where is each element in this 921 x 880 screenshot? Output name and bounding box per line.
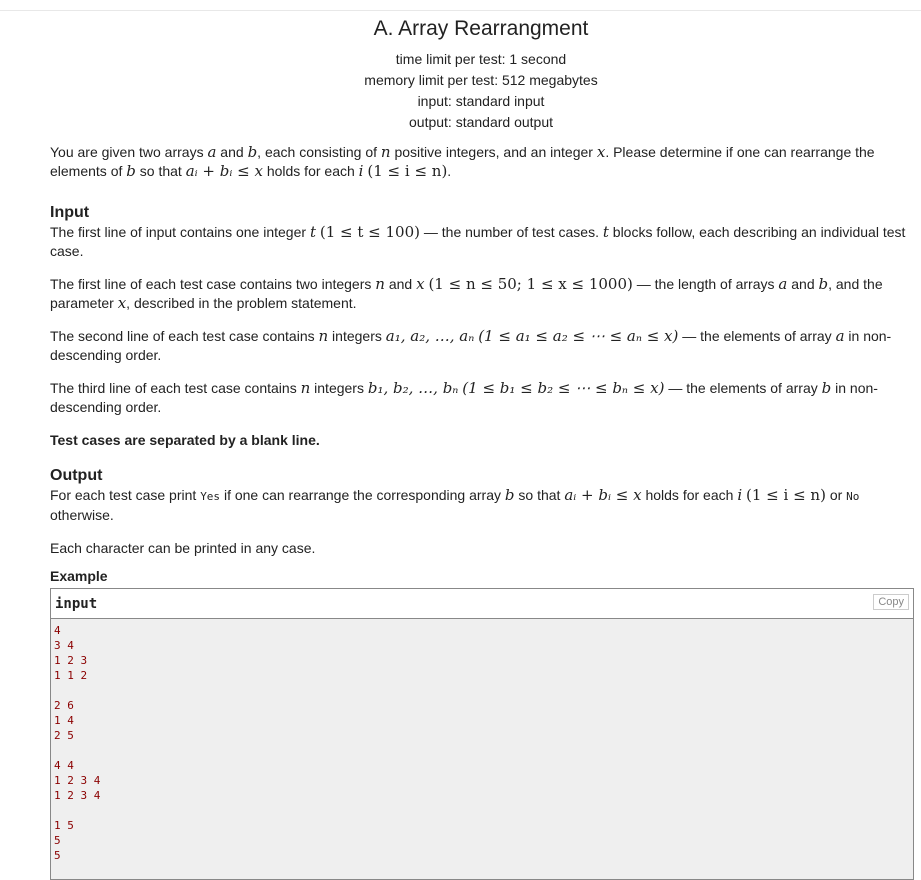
example-input-content[interactable] — [51, 619, 913, 879]
math: aᵢ + bᵢ ≤ x — [564, 486, 642, 504]
output-paragraph-2: Each character can be printed in any case. — [50, 540, 316, 556]
text: . Please determine if one can rearrange the elements of — [50, 144, 875, 179]
blank-line-note: Test cases are separated by a blank line. — [50, 432, 320, 448]
text: or — [825, 487, 847, 503]
text: positive integers, and an integer — [390, 144, 597, 160]
input-paragraph-1 — [50, 223, 915, 261]
text: — the elements of array — [664, 380, 822, 396]
math: b — [818, 275, 829, 293]
output-heading: Output — [50, 467, 103, 484]
math: x — [416, 275, 425, 293]
text: You are given two arrays — [50, 144, 208, 160]
input-line: 1 2 3 4 — [54, 789, 101, 802]
text: in non-descending order. — [50, 380, 878, 415]
math: n — [300, 379, 311, 397]
text: , and the parameter — [50, 276, 883, 311]
input-line — [54, 683, 913, 698]
input-heading: Input — [50, 204, 90, 221]
text: , each consisting of — [257, 144, 381, 160]
input-line — [54, 743, 913, 758]
text: in non-descending order. — [50, 328, 892, 363]
text: holds for each — [262, 163, 359, 179]
text: integers — [328, 328, 386, 344]
math: i — [737, 486, 743, 504]
text: so that — [135, 163, 186, 179]
math: b — [821, 379, 832, 397]
text: otherwise. — [50, 507, 114, 523]
example-input-box — [50, 588, 914, 880]
math: t — [602, 223, 609, 241]
math: b — [504, 486, 515, 504]
problem-header — [0, 14, 921, 133]
input-line: 4 — [54, 624, 61, 637]
input-paragraph-3 — [50, 327, 915, 365]
math: a — [778, 275, 788, 293]
problem-statement — [50, 143, 915, 558]
input-spec: input: standard input — [417, 93, 545, 109]
input-paragraph-2 — [50, 275, 915, 313]
math: n — [318, 327, 329, 345]
text: , described in the problem statement. — [126, 295, 357, 311]
example-input-title: input — [55, 596, 98, 612]
input-line: 1 5 — [54, 819, 74, 832]
math: n — [380, 143, 391, 161]
math: (1 ≤ i ≤ n) — [367, 162, 448, 180]
problem-limits — [0, 49, 921, 133]
math: (1 ≤ t ≤ 100) — [319, 223, 420, 241]
code-no: No — [846, 490, 860, 503]
input-line — [54, 803, 913, 818]
copy-button[interactable]: Copy — [873, 594, 909, 610]
input-line: 1 2 3 — [54, 654, 88, 667]
code-yes: Yes — [200, 490, 221, 503]
input-line: 5 — [54, 834, 61, 847]
math: b — [126, 162, 136, 180]
text: blocks follow, each describing an individual test case. — [50, 224, 906, 259]
input-paragraph-4 — [50, 379, 915, 417]
math: x — [596, 143, 606, 161]
text: — the elements of array — [678, 328, 836, 344]
math: a — [207, 143, 217, 161]
top-divider — [0, 10, 921, 11]
input-line: 5 — [54, 849, 61, 862]
text: — the length of arrays — [632, 276, 779, 292]
time-limit: time limit per test: 1 second — [395, 51, 567, 67]
memory-limit: memory limit per test: 512 megabytes — [364, 72, 598, 88]
input-line: 2 6 — [54, 699, 74, 712]
math: a — [835, 327, 845, 345]
input-line: 1 4 — [54, 714, 74, 727]
example-title: Example — [50, 568, 108, 584]
math: a₁, a₂, …, aₙ — [385, 327, 475, 345]
output-paragraph-1 — [50, 486, 915, 525]
input-line: 4 4 — [54, 759, 74, 772]
input-line: 2 5 — [54, 729, 74, 742]
legend-paragraph — [50, 143, 915, 181]
example-input-header — [51, 589, 913, 619]
text: so that — [514, 487, 565, 503]
text: and — [384, 276, 417, 292]
text: . — [447, 163, 452, 179]
math: (1 ≤ a₁ ≤ a₂ ≤ ⋯ ≤ aₙ ≤ x) — [478, 327, 679, 345]
text: and — [787, 276, 819, 292]
math: b — [247, 143, 258, 161]
math: aᵢ + bᵢ ≤ x — [185, 162, 263, 180]
input-line: 1 1 2 — [54, 669, 88, 682]
text: holds for each — [641, 487, 738, 503]
text: The first line of input contains one integer — [50, 224, 310, 240]
text: integers — [310, 380, 368, 396]
text: if one can rearrange the corresponding array — [220, 487, 505, 503]
input-line: 3 4 — [54, 639, 74, 652]
text: The third line of each test case contains — [50, 380, 301, 396]
text: For each test case print — [50, 487, 201, 503]
text: The second line of each test case contains — [50, 328, 319, 344]
math: i — [358, 162, 364, 180]
math: n — [375, 275, 385, 293]
problem-title: A. Array Rearrangment — [373, 17, 589, 40]
text: — the number of test cases. — [419, 224, 603, 240]
output-spec: output: standard output — [409, 114, 553, 130]
math: (1 ≤ n ≤ 50; 1 ≤ x ≤ 1000) — [428, 275, 633, 293]
input-line: 1 2 3 4 — [54, 774, 101, 787]
text: The first line of each test case contains two integers — [50, 276, 376, 292]
math: t — [309, 223, 316, 241]
math: (1 ≤ b₁ ≤ b₂ ≤ ⋯ ≤ bₙ ≤ x) — [462, 379, 665, 397]
text: and — [216, 144, 248, 160]
math: (1 ≤ i ≤ n) — [746, 486, 826, 504]
math: b₁, b₂, …, bₙ — [367, 379, 459, 397]
math: x — [117, 294, 127, 312]
